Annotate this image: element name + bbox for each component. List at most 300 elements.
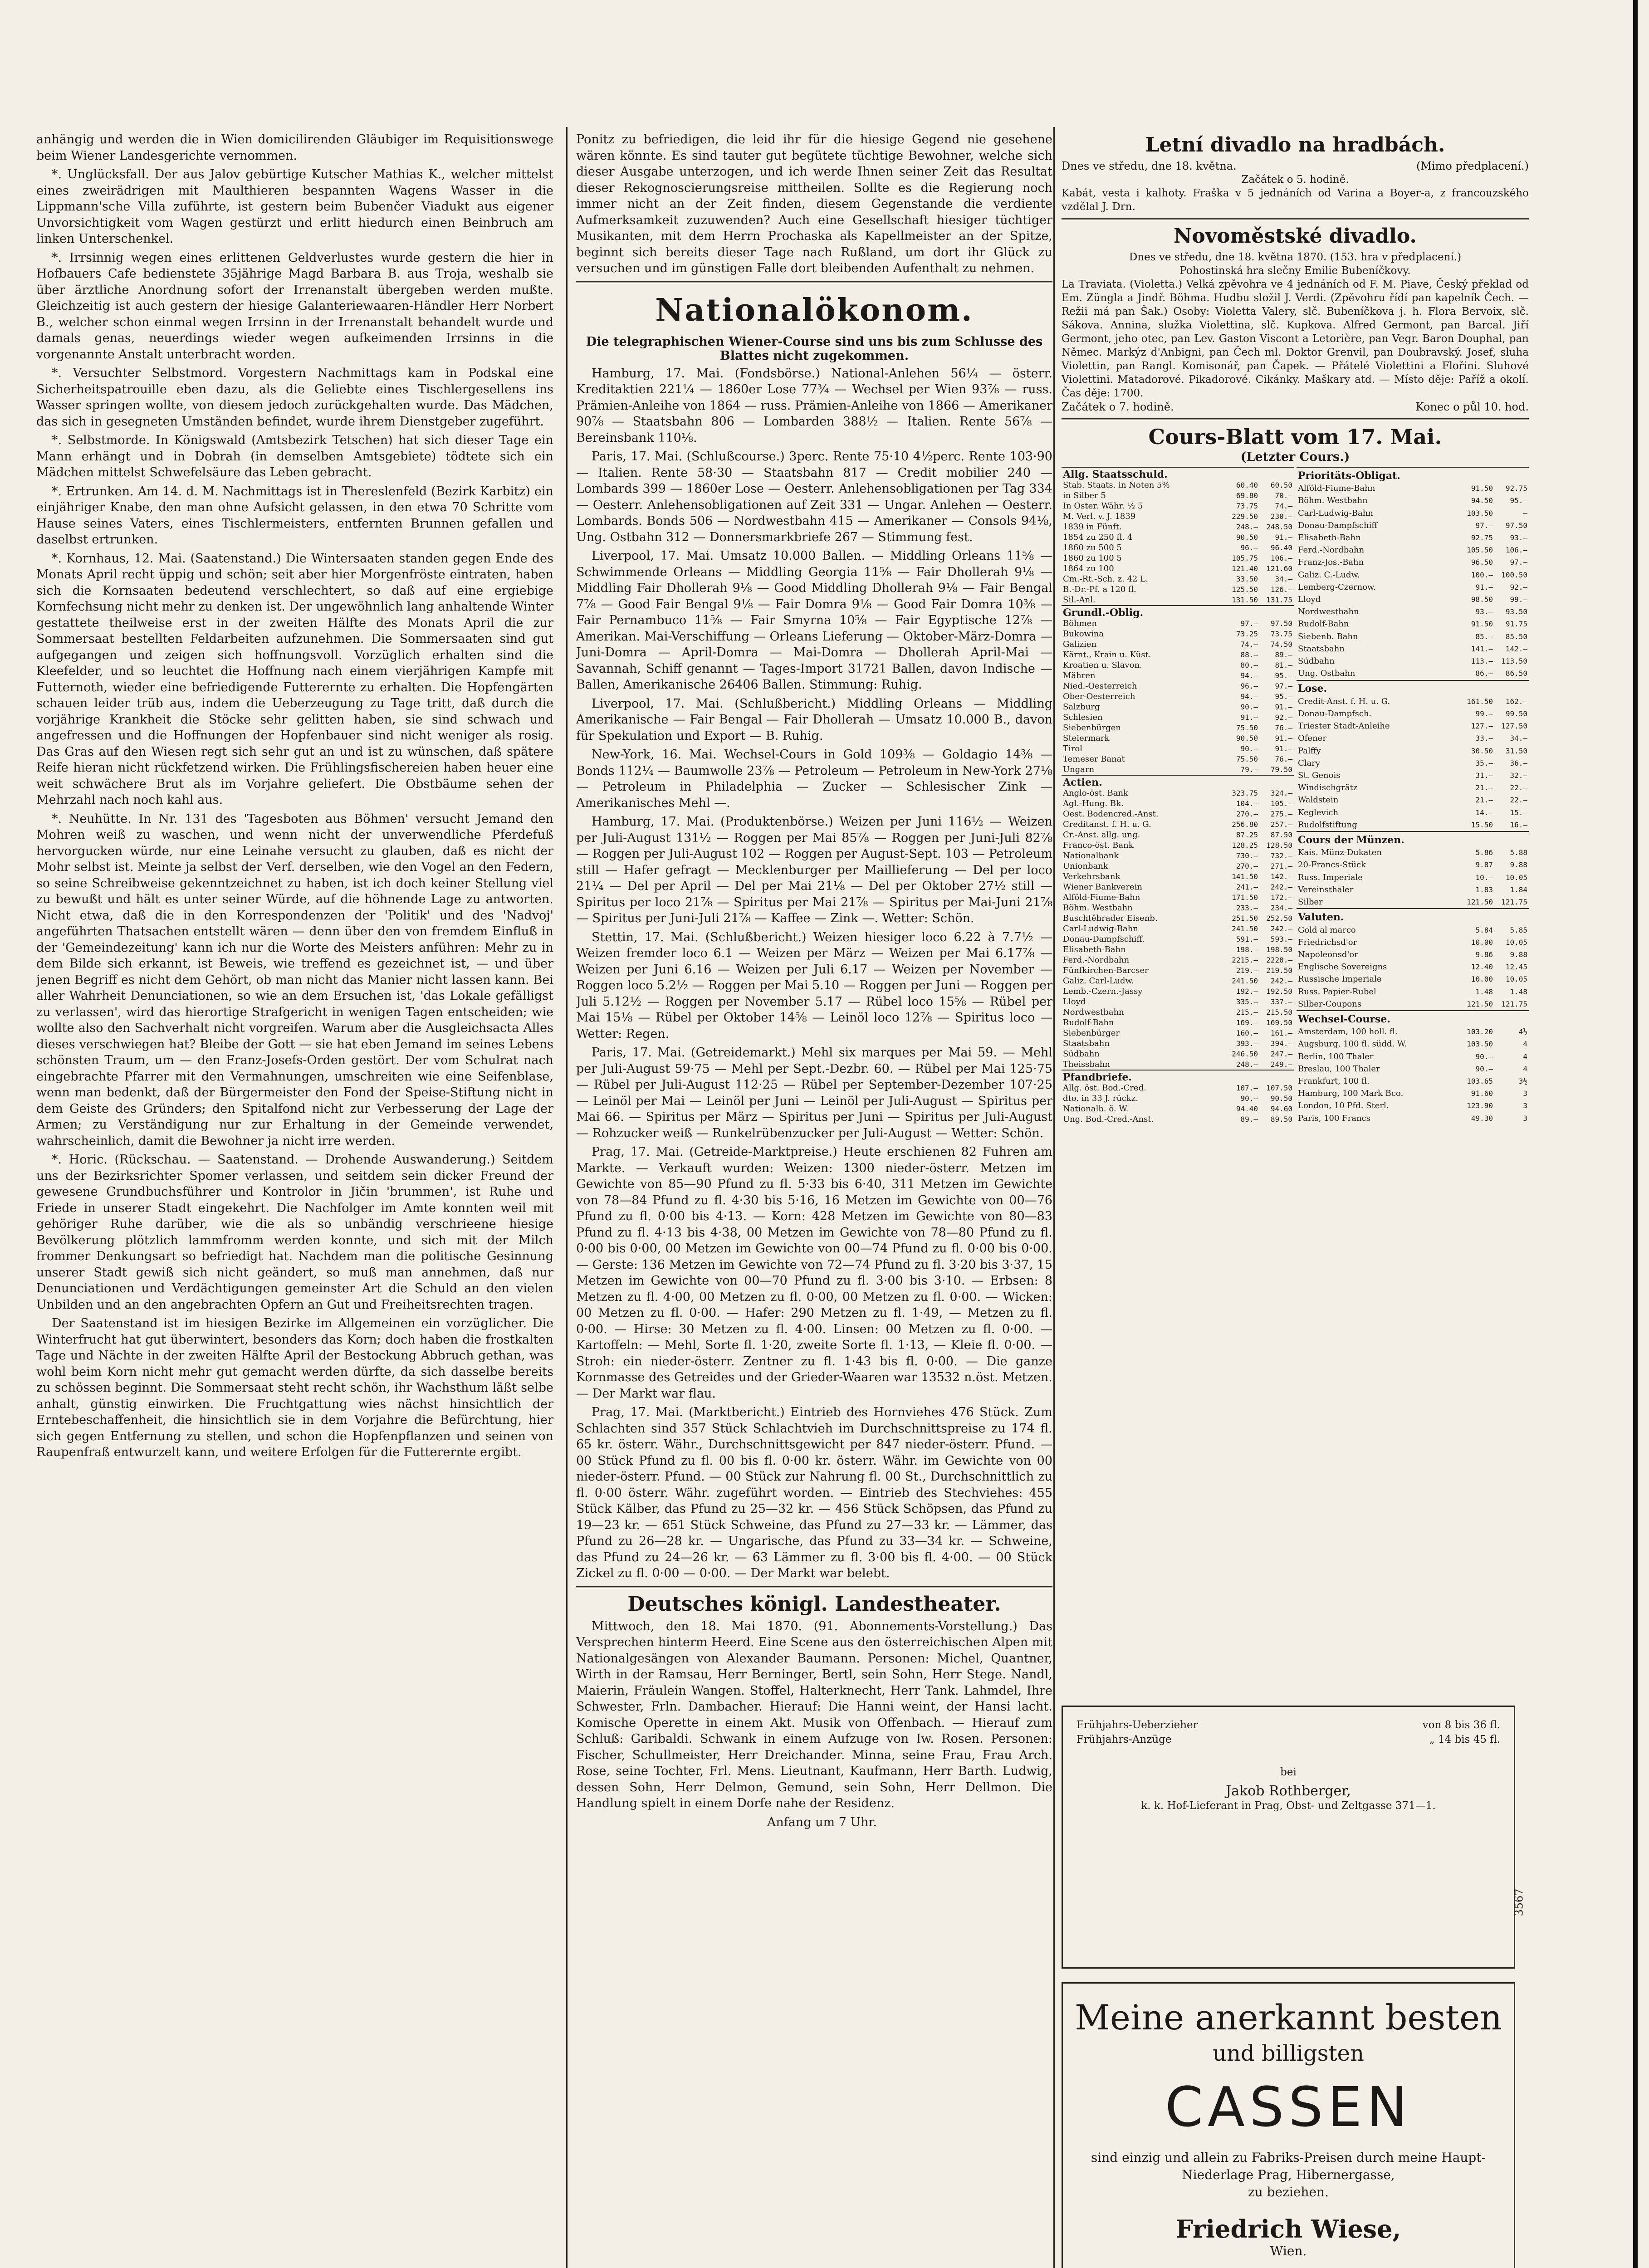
ad-item: Frühjahrs-Ueberzieher — [1076, 1719, 1198, 1731]
table-row — [1297, 985, 1529, 997]
table-row — [1062, 1114, 1294, 1124]
table-row — [1062, 574, 1294, 584]
table-cell-name: Salzburg — [1063, 702, 1100, 712]
market-report: Liverpool, 17. Mai. (Schlußbericht.) Middling Orleans — Middling Amerikanische — Fair Bengal — Fair Dhollerah — Umsatz 10.000 B., davon für Spekulation und Export — B. Ruhig. — [576, 696, 1052, 743]
table-row — [1062, 986, 1294, 997]
market-report: Prag, 17. Mai. (Getreide-Marktpreise.) Heute erschienen 82 Fuhren am Markte. — Verkauft wurden: Weizen: 1300 nieder-österr. Metzen im Gewichte von 85—90 Pfund zu fl. 5·33 bis 6·40, 311 Metzen im Gewichte von 78—84 Pfund zu fl. 4·30 bis 5·16, 16 Metzen im Gewichte von 00—76 Pfund zu fl. 0·00 bis 4·13. — Korn: 428 Metzen im Gewichte von 80—83 Pfund zu fl. 4·13 bis 4·38, 00 Metzen im Gewichte von 78—80 Pfund zu fl. 0·00 bis 0·00, 00 Metzen im Gewichte von 00—74 Pfund zu fl. 0·00 bis 0·00. — Gerste: 136 Metzen im Gewichte von 72—74 Pfund zu fl. 3·20 bis 3·37, 15 Metzen im Gewichte von 00—70 Pfund zu fl. 3·00 bis 3·10. — Erbsen: 8 Metzen zu fl. 4·00, 00 Metzen zu fl. 0·00, 00 Metzen zu fl. 0·00. — Wicken: 00 Metzen zu fl. 0·00. — Hafer: 290 Metzen zu fl. 1·49, — Metzen zu fl. 0·00. — Hirse: 30 Metzen zu fl. 4·00. Linsen: 00 Metzen zu fl. 0·00. — Kartoffeln: — Mehl, Sorte fl. 1·20, zweite Sorte fl. 1·13, — Kleie fl. 0·00. — Stroh: ein nieder-österr. Zentner zu fl. 1·43 bis fl. 0·00. — Die ganze Kornmasse des Getreides und der Grieder-Waaren war 13532 n.öst. Metzen. — Der Markt war flau. — [576, 1145, 1052, 1401]
table-cell-value: 99.50 — [1505, 709, 1527, 718]
table-section-header — [1297, 909, 1529, 924]
table-cell-name: Südbahn — [1298, 656, 1335, 666]
table-row — [1062, 660, 1294, 670]
table-cell-value: 34.— — [1275, 575, 1292, 583]
table-cell-name: Temeser Banat — [1063, 754, 1125, 764]
table-cell-value: 105.75 — [1232, 554, 1258, 562]
table-cell-name: Böhm. Westbahn — [1298, 496, 1368, 506]
table-cell-value: 229.50 — [1232, 512, 1258, 521]
table-cell-value: 732.— — [1270, 851, 1292, 860]
table-cell-value: 94.60 — [1270, 1105, 1292, 1113]
table-cell-value: 192.— — [1236, 987, 1258, 996]
table-cell-value: 85.— — [1475, 632, 1493, 641]
article-paragraph: *. Neuhütte. In Nr. 131 des 'Tagesboten aus Böhmen' versucht Jemand den Mohren weiß zu waschen, und wenn nicht der unverwendliche Pferdefuß hervorgucken würde, nur eine Leinahe versucht zu glauben, daß es nicht der Mohr selbst ist. Meinte ja selbst der Verf. derselben, wie den Vogel an den Federn, so seine Schreibweise gekenntzeichnet zu haben, ist ich doch keiner Stellung viel zu bewußt und hält es unter seiner Würde, auf die höhnende Lage zu antworten. Nicht etwa, daß die in den Korrespondenzen der 'Politik' und des 'Nadvoj' angeführten Thatsachen entstellt wären — denn über den von fremdem Einfluß in der 'Gemeindezeitung' kann ich nur die Worte des Meisters anführen: Mehr zu in dem Bilde sich erkannt, ist Beweis, wie treffend es gezeichnet ist, — und über jenen Begriff es nicht dem Gehört, ob man nicht das Manier nicht lassen kann. Bei aller Wahrheit Denunciationen, so wie an dem Ersuchen ist, 'das Lokale gefälligst zu verlassen', wird das hierortige Strafgericht in wenigen Tagen entscheiden; wie wollte also den Sachverhalt nicht vorgreifen. Warum aber die Ausgleichsacta Alles dieses verschwiegen hat? Bleibe der Gott — sie hat eben Jemand im seines Lebens schönsten Traum, um — den Franz-Josefs-Orden gestört. Der vom Schulrat nach eingebrachte Pfarrer mit den Vermahnungen, umschreiten wie eine Seifenblase, wenn man bedenkt, daß der Bürgermeister den Fond der Speise-Stiftung nicht in dem Geiste des Gründers; den Spitalfond nicht zur Verbesserung der Lage der Armen; zu Verständigung nur zur Erhaltung in der Gemeinde verwendet, wahrscheinlich, damit die Bewohner ja nicht irre werden. — [36, 811, 553, 1148]
table-row — [1062, 532, 1294, 543]
table-cell-value: 90.— — [1240, 1094, 1258, 1103]
table-cell-name: Elisabeth-Bahn — [1063, 945, 1126, 954]
table-row — [1297, 732, 1529, 744]
letni-note: (Mimo předplacení.) — [1416, 160, 1529, 172]
letni-title: Letní divadlo na hradbách. — [1145, 133, 1445, 156]
table-cell-value: 91.60 — [1471, 1089, 1493, 1098]
ad-address: k. k. Hof-Lieferant in Prag, Obst- und Zeltgasse 371—1. — [1141, 1800, 1436, 1812]
ad-city: Wien. — [1270, 2244, 1307, 2258]
table-row — [1297, 1063, 1529, 1075]
table-row — [1297, 655, 1529, 667]
table-cell-name: Donau-Dampfschiff — [1298, 520, 1378, 530]
table-cell-value: 142.— — [1270, 872, 1292, 881]
table-row — [1297, 606, 1529, 618]
table-row — [1062, 788, 1294, 798]
table-cell-value: 128.25 — [1232, 841, 1258, 850]
table-cell-value: 73.25 — [1236, 630, 1258, 638]
table-cell-name: Napoleonsd'or — [1298, 949, 1358, 959]
table-cell-name: Siebenb. Bahn — [1298, 631, 1358, 641]
table-cell-value: 96.50 — [1471, 558, 1493, 567]
table-cell-value: 121.75 — [1501, 999, 1527, 1008]
table-cell-value: 34.— — [1510, 734, 1527, 743]
table-row — [1297, 593, 1529, 606]
table-row — [1062, 681, 1294, 691]
table-cell-value: 275.— — [1270, 810, 1292, 818]
table-row — [1297, 757, 1529, 769]
table-cell-name: Berlin, 100 Thaler — [1298, 1051, 1374, 1061]
table-row — [1062, 584, 1294, 595]
table-cell-value: 103.50 — [1467, 508, 1493, 518]
table-row — [1062, 639, 1294, 650]
table-row — [1062, 830, 1294, 840]
table-cell-value: 91.— — [1240, 713, 1258, 722]
table-row — [1062, 1049, 1294, 1059]
table-cell-value: 89.— — [1240, 1115, 1258, 1124]
table-cell-name: Ungarn — [1063, 765, 1095, 774]
table-cell-value: 87.25 — [1236, 831, 1258, 839]
table-cell-value: 76.— — [1275, 755, 1292, 763]
advertisement-clothing — [1062, 1706, 1515, 1969]
table-cell-value: 10.— — [1475, 873, 1493, 882]
table-row — [1062, 861, 1294, 871]
table-cell-value: 248.— — [1236, 1060, 1258, 1069]
table-cell-value: 103.20 — [1467, 1027, 1493, 1036]
table-cell-value: 251.50 — [1232, 914, 1258, 923]
table-cell-value: 99.— — [1475, 709, 1493, 718]
table-section-title: Grundl.-Oblig. — [1062, 606, 1294, 618]
table-cell-value: 96.— — [1240, 682, 1258, 690]
market-report: Hamburg, 17. Mai. (Fondsbörse.) National-Anlehen 56¼ — österr. Kreditaktien 221¼ — 1860er Lose 77¾ — Wechsel per Wien 93⅞ — russ. Prämien-Anleihe von 1864 — russ. Prämien-Anleihe von 1866 — Amerikaner 90⅞ — Staatsbahn 806 — Lombarden 388½ — Italien. Rente 56⅞ — Bereinsbank 110⅛. — [576, 366, 1052, 445]
table-section-title: Pfandbriefe. — [1062, 1070, 1294, 1083]
table-cell-value: 9.87 — [1475, 860, 1493, 870]
table-cell-value: 69.80 — [1236, 491, 1258, 500]
theatre-title: Deutsches königl. Landestheater. — [627, 1592, 1001, 1616]
table-cell-value: 60.40 — [1236, 481, 1258, 489]
table-cell-value: 12.45 — [1505, 963, 1527, 972]
table-row — [1062, 563, 1294, 574]
market-report: Prag, 17. Mai. (Marktbericht.) Eintrieb des Hornviehes 476 Stück. Zum Schlachten sind 357 Stück Schlachtvieh im Durchschnittspreise zu 174 fl. 65 kr. österr. Währ., Durchschnittsgewicht per 847 nieder-österr. Pfund. — 00 Stück Pfund zu fl. 00 bis fl. 0·00 kr. österr. Währ. im Gewichte von 00 nieder-österr. Pfund. — 00 Stück zur Nahrung fl. 00 St., Durchschnittlich zu fl. 0·00 österr. Währ. zugeführt worden. — Eintrieb des Stechviehes: 455 Stück Kälber, das Pfund zu 25—32 kr. — 456 Stück Schöpsen, das Pfund zu 19—23 kr. — 651 Stück Schweine, das Pfund zu 27—33 kr. — Lämmer, das Pfund zu 26—28 kr. — Ungarische, das Pfund zu 33—34 kr. — Schweine, das Pfund zu 24—26 kr. — 63 Lämmer zu fl. 3·00 bis fl. 4·00. — 00 Stück Zickel zu fl. 0·00 — 0·00. — Der Markt war belebt. — [576, 1405, 1052, 1580]
table-row — [1062, 618, 1294, 629]
table-row — [1062, 924, 1294, 934]
table-cell-name: Nordwestbahn — [1298, 607, 1359, 617]
table-cell-value: 60.50 — [1270, 481, 1292, 489]
table-cell-value: 92.— — [1275, 713, 1292, 722]
table-cell-name: Alföld-Fiume-Bahn — [1298, 484, 1375, 494]
ad-price: von 8 bis 36 fl. — [1422, 1719, 1500, 1731]
table-cell-name: Augsburg, 100 fl. südd. W. — [1298, 1039, 1407, 1049]
nove-end: Konec o půl 10. hod. — [1415, 401, 1529, 413]
table-row — [1062, 944, 1294, 955]
article-paragraph: Der Saatenstand ist im hiesigen Bezirke im Allgemeinen ein vorzüglicher. Die Winterfrucht hat gut überwintert, besonders das Korn; doch haben die frostkalten Tage und Nächte in der zweiten Hälfte April der Bestockung Abbruch gethan, was wohl beim Korn nicht mehr gut gemacht werden dürfte, da sich dasselbe bereits zu schössen beginnt. Die Sommersaat steht recht schön, ihr Wachsthum läßt selbe anhalt, günstig einwirken. Die Fruchtgattung wies nächst hinsichtlich der Erntebeschaffenheit, die hinsichtlich sie in dem Vorjahre die Befürchtung, hier sich gegen Entfernung zu stellen, und schon die Hopfenpflanzen und seinen von Raupenfraß entwurzelt kann, und weitere Erfolgen für die Futterernte ergibt. — [36, 1316, 553, 1459]
table-section-header — [1062, 467, 1294, 480]
table-cell-name: Böhmen — [1063, 619, 1097, 628]
table-cell-name: Kärnt., Krain u. Küst. — [1063, 650, 1151, 660]
table-cell-name: Hamburg, 100 Mark Bco. — [1298, 1089, 1404, 1099]
table-section-title: Prioritäts-Obligat. — [1297, 467, 1529, 482]
table-cell-name: Unionbank — [1063, 861, 1108, 871]
table-cell-name: Triester Stadt-Anleihe — [1298, 721, 1390, 731]
table-section-title: Allg. Staatsschuld. — [1062, 467, 1294, 480]
table-cell-value: 91.— — [1275, 744, 1292, 753]
table-cell-value: 121.50 — [1467, 898, 1493, 907]
table-row — [1062, 840, 1294, 850]
table-cell-name: Alföld-Fiume-Bahn — [1063, 893, 1140, 902]
table-cell-value: 131.50 — [1232, 596, 1258, 604]
table-row — [1297, 819, 1529, 831]
table-cell-value: 393.— — [1236, 1039, 1258, 1048]
table-cell-value: 10.05 — [1505, 938, 1527, 947]
table-cell-value: 33.— — [1475, 734, 1493, 743]
table-cell-value: 219.— — [1236, 966, 1258, 975]
table-cell-value: 192.50 — [1266, 987, 1292, 996]
table-row — [1297, 544, 1529, 556]
divider — [576, 281, 1052, 283]
table-row — [1062, 850, 1294, 861]
table-row — [1062, 543, 1294, 553]
table-cell-value: 252.50 — [1266, 914, 1292, 923]
table-cell-value: 91.— — [1275, 533, 1292, 542]
table-row — [1062, 733, 1294, 743]
table-cell-value: 92.75 — [1505, 484, 1527, 493]
table-cell-value: 113.— — [1471, 657, 1493, 666]
table-cell-name: In Oster. Währ. ½ 5 — [1063, 501, 1143, 511]
table-cell-value: 93.— — [1510, 533, 1527, 543]
table-cell-name: Russische Imperiale — [1298, 974, 1382, 984]
table-row — [1062, 934, 1294, 944]
letni-date-line — [1062, 159, 1529, 173]
table-cell-value: 105.— — [1270, 799, 1292, 808]
table-cell-value: 230.— — [1270, 512, 1292, 521]
table-cell-value: 16.— — [1510, 820, 1527, 829]
table-cell-value: 1.48 — [1475, 987, 1493, 996]
table-cell-name: Tirol — [1063, 744, 1082, 753]
table-cell-name: Ferd.-Nordbahn — [1298, 545, 1365, 555]
table-cell-name: Südbahn — [1063, 1049, 1100, 1059]
table-cell-value: 94.— — [1240, 692, 1258, 701]
table-cell-name: Steiermark — [1063, 733, 1110, 743]
section-title: Nationalökonom. — [655, 292, 974, 328]
article-paragraph: *. Unglücksfall. Der aus Jalov gebürtige Kutscher Mathias K., welcher mittelst eines zweirädrigen mit Maulthieren bespannten Wagens Wasser in die Lippmann'sche Villa zuführte, ist gestern beim Bubenčer Viadukt aus eigener Unvorsichtigkeit vom Wagen gestürzt und erlitt hiedurch einen Beinbruch am linken Unterschenkel. — [36, 167, 553, 246]
table-cell-value: 131.75 — [1266, 596, 1292, 604]
article-paragraph: anhängig und werden die in Wien domicilirenden Gläubiger im Requisitionswege beim Wiener Landesgerichte vernommen. — [36, 132, 553, 163]
table-cell-value: 87.50 — [1270, 831, 1292, 839]
table-cell-value: 91.75 — [1505, 620, 1527, 629]
table-cell-name: Gold al marco — [1298, 925, 1356, 935]
table-section-header — [1297, 1011, 1529, 1026]
table-row — [1297, 794, 1529, 806]
table-cell-value: 96.40 — [1270, 543, 1292, 552]
table-cell-value: 89.— — [1275, 650, 1292, 659]
course-tables — [1062, 467, 1529, 1124]
table-cell-value: 242.— — [1270, 977, 1292, 985]
table-cell-value: 10.05 — [1505, 873, 1527, 882]
table-cell-name: Stab. Staats. in Noten 5% — [1063, 480, 1170, 490]
table-cell-name: 20-Francs-Stück — [1298, 860, 1366, 870]
ad-price: „ 14 bis 45 fl. — [1429, 1734, 1500, 1745]
table-cell-name: Lemberg-Czernow. — [1298, 582, 1376, 592]
table-cell-value: 233.— — [1236, 904, 1258, 912]
table-cell-value: 241.— — [1236, 883, 1258, 891]
table-cell-value: 123.90 — [1467, 1101, 1493, 1110]
table-cell-value: 3 — [1523, 1089, 1527, 1098]
table-cell-name: Nied.-Oesterreich — [1063, 681, 1137, 691]
table-cell-value: 99.— — [1510, 595, 1527, 604]
table-cell-value: 10.05 — [1505, 975, 1527, 984]
table-cell-value: 591.— — [1236, 935, 1258, 943]
table-cell-value: 161.— — [1270, 1029, 1292, 1037]
table-cell-value: 270.— — [1236, 810, 1258, 818]
table-row — [1297, 569, 1529, 581]
table-cell-name: Englische Sovereigns — [1298, 962, 1387, 972]
table-cell-name: Franco-öst. Bank — [1063, 841, 1134, 850]
table-row — [1062, 764, 1294, 775]
table-cell-value: 171.50 — [1232, 893, 1258, 902]
table-cell-value: 10.00 — [1471, 938, 1493, 947]
table-cell-value: 90.50 — [1236, 533, 1258, 542]
table-cell-value: 248.— — [1236, 523, 1258, 531]
table-cell-value: 75.50 — [1236, 755, 1258, 763]
table-cell-value: 86.— — [1475, 669, 1493, 678]
table-cell-name: Nationalbank — [1063, 851, 1119, 860]
table-cell-name: Friedrichsd'or — [1298, 937, 1357, 947]
table-row — [1297, 1112, 1529, 1124]
table-cell-value: 5.86 — [1475, 848, 1493, 857]
table-cell-value: 96.— — [1240, 543, 1258, 552]
table-cell-name: London, 10 Pfd. Sterl. — [1298, 1101, 1389, 1111]
table-cell-value: 92.75 — [1471, 533, 1493, 543]
table-row — [1297, 782, 1529, 794]
table-cell-name: Frankfurt, 100 fl. — [1298, 1076, 1370, 1086]
advertisement-cassen — [1062, 1982, 1515, 2268]
table-row — [1062, 1104, 1294, 1114]
table-row — [1062, 1017, 1294, 1028]
table-cell-value: 86.50 — [1505, 669, 1527, 678]
table-cell-name: Siebenbürgen — [1063, 723, 1121, 733]
table-row — [1297, 961, 1529, 973]
table-cell-name: Lemb.-Czern.-Jassy — [1063, 987, 1143, 996]
column-rule — [566, 127, 568, 2268]
cours-subtitle: (Letzter Cours.) — [1240, 450, 1350, 464]
table-cell-value: 169.50 — [1266, 1018, 1292, 1027]
table-cell-name: Rudolfstiftung — [1298, 820, 1357, 830]
table-cell-value: 5.85 — [1510, 925, 1527, 934]
table-cell-name: Böhm. Westbahn — [1063, 903, 1133, 913]
ad-headline: Meine anerkannt besten — [1075, 1997, 1502, 2038]
table-cell-value: 95.— — [1510, 496, 1527, 505]
course-table-left — [1062, 467, 1294, 1124]
table-cell-value: 121.40 — [1232, 564, 1258, 573]
table-row — [1062, 809, 1294, 819]
table-cell-value: 70.— — [1275, 491, 1292, 500]
market-report: Liverpool, 17. Mai. Umsatz 10.000 Ballen. — Middling Orleans 11⅝ — Schwimmende Orleans — Middling Georgia 11⅝ — Fair Dhollerah 9⅛ — Middling Fair Dhollerah 9⅛ — Good Middling Dhollerah 9⅛ — Fair Bengal 7⅞ — Good Fair Bengal 9⅛ — Fair Domra 9⅛ — Good Fair Domra 10⅜ — Fair Pernambuco 11⅝ — Fair Smyrna 10⅝ — Fair Egyptische 12⅞ — Amerikan. Mai-Verschiffung — Orleans Lieferung — Oktober-März-Domra — Juni-Domra — April-Domra — Mai-Domra — Dhollerah April-Mai — Savannah, Schiff genannt — Tages-Import 31721 Ballen, davon Indische — Ballen, Amerikanische 26406 Ballen. Stimmung: Ruhig. — [576, 549, 1052, 692]
table-cell-name: Carl-Ludwig-Bahn — [1298, 508, 1373, 518]
table-cell-value: 593.— — [1270, 935, 1292, 943]
table-cell-value: 97.— — [1240, 619, 1258, 628]
table-cell-name: Verkehrsbank — [1063, 872, 1121, 881]
table-row — [1062, 670, 1294, 681]
table-cell-name: Oest. Bodencred.-Anst. — [1063, 809, 1159, 819]
table-cell-value: — — [1523, 508, 1527, 518]
table-row — [1062, 955, 1294, 965]
table-row — [1062, 871, 1294, 882]
table-section-title: Wechsel-Course. — [1297, 1011, 1529, 1026]
market-report: Paris, 17. Mai. (Schlußcourse.) 3perc. Rente 75·10 4½perc. Rente 103·90 — Italien. Rente 58·30 — Staatsbahn 817 — Credit mobilier 240 — Lombards 399 — 1860er Lose — Oesterr. Anlehensobligationen per Tag 334 — Oesterr. Anlehensobligationen auf Zeit 331 — Ungar. Anlehen — Oesterr. Lombards. Bonds 506 — Nordwestbahn 415 — Amerikaner — Consols 94⅛, Ung. Ostbahn 312 — Donnersmarkbriefe 267 — Stimmung fest. — [576, 450, 1052, 544]
table-cell-name: Wiener Bankverein — [1063, 882, 1143, 892]
table-row — [1297, 720, 1529, 732]
table-row — [1062, 490, 1294, 501]
table-cell-name: Silber — [1298, 897, 1323, 907]
table-cell-value: 141.50 — [1232, 872, 1258, 881]
market-report: Paris, 17. Mai. (Getreidemarkt.) Mehl six marques per Mai 59. — Mehl per Juli-August 59·75 — Mehl per Sept.-Dezbr. 60. — Rübel per Mai 125·75 — Rübel per Juli-August 112·25 — Rübel per September-Dezember 107·25 — Leinöl per Mai — Leinöl per Juni — Leinöl per Juli-August — Spiritus per Mai 66. — Spiritus per März — Spiritus per Juni — Spiritus per Juli-August — Rohzucker weiß — Runkelrübenzucker per Juli-August — Wetter: Schön. — [576, 1046, 1052, 1140]
table-cell-value: 2215.— — [1232, 956, 1258, 964]
table-cell-value: 337.— — [1270, 997, 1292, 1006]
table-row — [1297, 631, 1529, 643]
table-cell-name: Theissbahn — [1063, 1060, 1110, 1069]
table-section-header — [1297, 680, 1529, 695]
table-cell-name: Ofener — [1298, 733, 1326, 743]
table-row — [1297, 1075, 1529, 1087]
table-cell-name: Russ. Papier-Rubel — [1298, 987, 1376, 997]
table-cell-value: 160.— — [1236, 1029, 1258, 1037]
table-row — [1297, 618, 1529, 630]
table-cell-value: 97.50 — [1270, 619, 1292, 628]
table-cell-value: 242.— — [1270, 924, 1292, 933]
table-row — [1297, 846, 1529, 859]
table-row — [1062, 976, 1294, 986]
table-row — [1062, 1028, 1294, 1038]
table-row — [1297, 556, 1529, 568]
table-cell-name: 1860 zu 100 5 — [1063, 553, 1122, 563]
table-cell-name: M. Verl. v. J. 1839 — [1063, 512, 1136, 521]
table-cell-value: 730.— — [1236, 851, 1258, 860]
table-row — [1297, 948, 1529, 961]
table-row — [1062, 723, 1294, 733]
table-row — [1297, 1026, 1529, 1038]
table-cell-name: Paris, 100 Francs — [1298, 1113, 1370, 1123]
section-subtitle: Die telegraphischen Wiener-Course sind uns bis zum Schlusse des Blattes nicht zugekommen. — [586, 334, 1043, 363]
letni-date: Dnes ve středu, dne 18. května. — [1062, 160, 1237, 172]
column-economy — [576, 132, 1052, 2268]
table-cell-name: Staatsbahn — [1063, 1039, 1110, 1048]
table-cell-value: 127.— — [1471, 722, 1493, 731]
table-section-title: Cours der Münzen. — [1297, 831, 1529, 846]
table-cell-name: Russ. Imperiale — [1298, 872, 1363, 882]
table-cell-value: 74.— — [1275, 502, 1292, 510]
ad-row — [1076, 1732, 1500, 1747]
table-cell-value: 89.50 — [1270, 1115, 1292, 1124]
table-cell-value: 121.50 — [1467, 999, 1493, 1008]
table-cell-value: 125.50 — [1232, 585, 1258, 594]
table-cell-value: 74.— — [1240, 640, 1258, 649]
table-row — [1062, 553, 1294, 563]
table-cell-value: 31.50 — [1505, 746, 1527, 755]
column-local-news — [36, 132, 553, 2268]
table-cell-value: 106.— — [1505, 546, 1527, 555]
market-report: Hamburg, 17. Mai. (Produktenbörse.) Weizen per Juni 116½ — Weizen per Juli-August 131½ — Roggen per Mai 85⅞ — Roggen per Juni-Juli 82⅞ — Roggen per Juli-August 102 — Roggen per August-Sept. 103 — Petroleum still — Hafer gefragt — Mecklenburger per Maillieferung — Del per loco 21¼ — Del per April — Del per Mai 21⅛ — Del per Oktober 27½ still — Spiritus per loco 21⅞ — Spiritus per Mai 21⅞ — Spiritus per Mai-Juni 21⅞ — Spiritus per Juni-Juli 21⅞ — Kaffee — Zink —. Wetter: Schön. — [576, 815, 1052, 925]
table-cell-name: Nationalb. ö. W. — [1063, 1104, 1129, 1114]
article-paragraph: *. Ertrunken. Am 14. d. M. Nachmittags ist in Thereslenfeld (Bezirk Karbitz) ein einjähriger Knabe, den man ohne Aufsicht gelassen, in den etwa 70 Schritte vom Hause seines Vaters, eines Tischlermeisters, entfernten Brunnen gefallen und daselbst ertrunken. — [36, 484, 553, 547]
table-cell-value: 31.— — [1475, 771, 1493, 780]
article-paragraph: *. Selbstmorde. In Königswald (Amtsbezirk Tetschen) hat sich dieser Tage ein Mann erhängt und in Dobrah (in demselben Amtsgebiete) tödtete sich ein Mädchen mittelst Schwefelsäure das Leben gebracht. — [36, 433, 553, 479]
table-cell-value: 215.— — [1236, 1008, 1258, 1017]
table-row — [1062, 691, 1294, 702]
table-row — [1297, 769, 1529, 782]
table-section-header — [1062, 775, 1294, 788]
table-row — [1062, 629, 1294, 639]
table-cell-value: 32.— — [1510, 771, 1527, 780]
table-cell-value: 91.— — [1275, 734, 1292, 743]
nove-start: Začátek o 7. hodině. — [1062, 401, 1174, 413]
table-row — [1297, 1087, 1529, 1100]
table-row — [1062, 595, 1294, 606]
table-cell-value: 5.88 — [1510, 848, 1527, 857]
table-cell-value: 93.50 — [1505, 607, 1527, 616]
article-paragraph: Ponitz zu befriedigen, die leid ihr für die hiesige Gegend nie gesehene wären könnte. Es sind tauter gut begütete tüchtige Bewohner, welche sich dieser Ausgabe unterzogen, und ich werde Ihnen seiner Zeit das Resultat dieser Rekognoscierungsreise mittheilen. Sollte es die Regierung noch immer nicht an der Zeit finden, diesem Gegenstande die verdiente Aufmerksamkeit zuzuwenden? Auch eine Gesellschaft hiesiger tüchtiger Musikanten, mit dem Herrn Prochaska als Kapellmeister an der Spitze, beginnt sich bereits dieser Tage nach Rußland, um dort ihr Glück zu versuchen und im günstigen Falle dort bleibenden Aufenthalt zu nehmen. — [576, 132, 1052, 275]
table-cell-name: Mähren — [1063, 671, 1096, 680]
table-cell-value: 3½ — [1518, 1077, 1527, 1086]
divider — [1062, 218, 1529, 220]
table-row — [1297, 667, 1529, 680]
table-cell-value: 95.— — [1275, 692, 1292, 701]
table-row — [1297, 998, 1529, 1011]
table-cell-name: B.-Dr.-Pf. a 120 fl. — [1063, 585, 1136, 594]
table-cell-value: 15.50 — [1471, 820, 1493, 829]
table-cell-value: 100.— — [1471, 570, 1493, 579]
table-cell-value: 3 — [1523, 1114, 1527, 1123]
table-cell-value: 79.50 — [1270, 765, 1292, 774]
table-cell-name: 1854 zu 250 fl. 4 — [1063, 533, 1133, 542]
table-cell-value: 5.84 — [1475, 925, 1493, 934]
table-section-header — [1062, 1070, 1294, 1083]
table-cell-name: Silber-Coupons — [1298, 999, 1362, 1009]
table-cell-value: 91.— — [1475, 582, 1493, 591]
table-cell-value: 103.65 — [1467, 1077, 1493, 1086]
article-paragraph: *. Irrsinnig wegen eines erlittenen Geldverlustes wurde gestern die hier in Hofbauers Cafe bedienstete 35jährige Magd Barbara B. aus Troja, weshalb sie über ärztliche Anordnung sofort der Irrenanstalt übergeben werden mußte. Gleichzeitig ist auch gestern der hiesige Galanteriewaaren-Händler Herr Norbert B., welcher schon einmal wegen Irrsinn in der Irrenanstalt behandelt wurde und damals genas, neuerdings wieder wegen aufkeimenden Irrsinns in die vorgenannte Anstalt unterbracht worden. — [36, 250, 553, 362]
table-cell-name: Keglevich — [1298, 807, 1339, 817]
table-cell-value: 2220.— — [1266, 956, 1292, 964]
table-cell-value: 14.— — [1475, 808, 1493, 817]
table-cell-name: Staatsbahn — [1298, 644, 1345, 654]
table-cell-value: 257.— — [1270, 820, 1292, 829]
table-cell-value: 172.— — [1270, 893, 1292, 902]
table-row — [1062, 650, 1294, 660]
article-paragraph: *. Kornhaus, 12. Mai. (Saatenstand.) Die Wintersaaten standen gegen Ende des Monats April recht üppig und schön; seit aber hier Morgenfröste eintraten, haben sich die Kornsaaten bedeutend verschlechtert, so daß auf eine ergiebige Kornfechsung nicht mehr zu denken ist. Der ungewöhnlich lang anhaltende Winter gestattete theilweise erst in der zweiten Hälfte des Monats April die zur Sommersaat bestellten Feldarbeiten aufzunehmen. Die Sommersaaten sind gut aufgegangen und zeigen sich hoffnungsvoll. Vorzüglich erhalten sind die Kleefelder, und so leuchtet die Hoffnung nach einem vierjährigen Kampfe mit Futternoth, wieder eine befriedigende Futterernte zu erhalten. Die Hopfengärten schauen leider trüb aus, indem die Ueberzeugung zu Tage tritt, daß durch die vorjährige Krankheit die Stöcke sehr gelitten haben, sie sind schwach und angefressen und die Hoffnungen der Hopfenbauer sind nicht weniger als rosig. Das Gras auf den Wiesen regt sich sehr gut an und ist zu wünschen, daß spätere Reife hieran nicht rückfetzend wirken. Die Frühlingsfischereien haben heuer eine weit schwächere Brut als im Vorjahre geliefert. Die Obstbäume sehen der Mehrzahl nach noch kahl aus. — [36, 551, 553, 807]
divider — [576, 1586, 1052, 1588]
table-cell-value: 49.30 — [1471, 1114, 1493, 1123]
